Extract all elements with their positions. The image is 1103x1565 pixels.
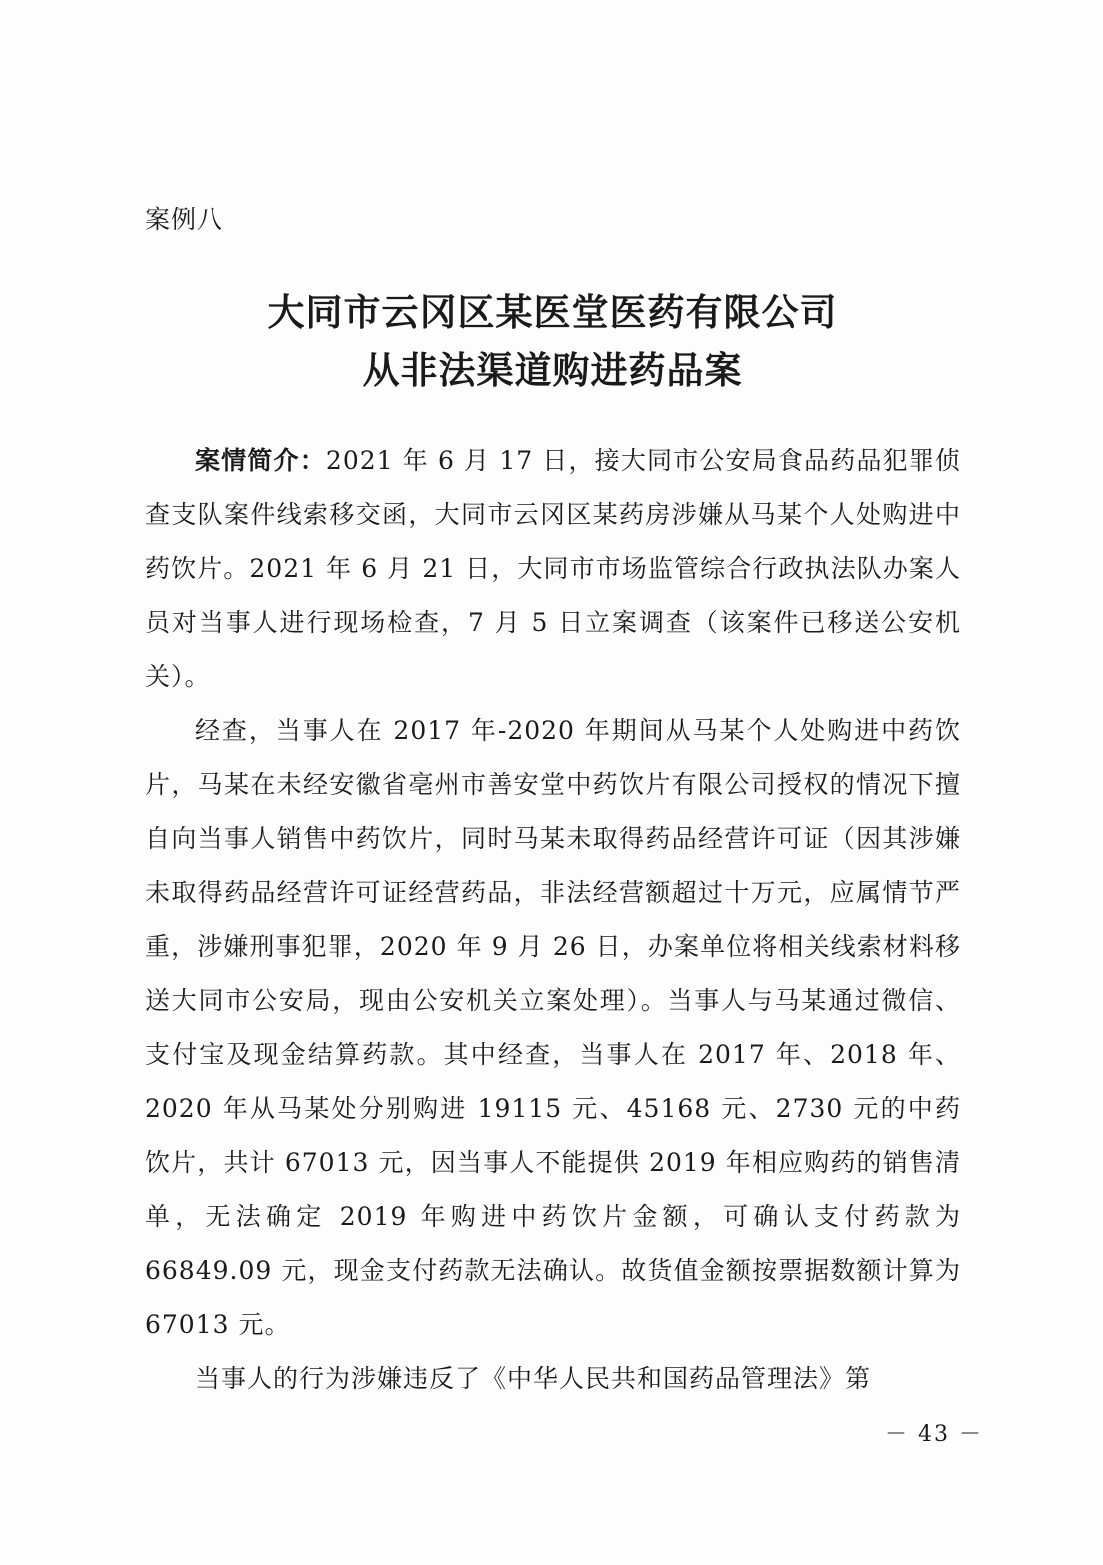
case-summary-paragraph <box>145 434 961 704</box>
case-summary-text: 2021 年 6 月 17 日，接大同市公安局食品药品犯罪侦查支队案件线索移交函，大同市云冈区某药房涉嫌从马某个人处购进中药饮片。2021 年 6 月 21 日，大同市市场监管综合行政执法队办案人员对当事人进行现场检查，7 月 5 日立案调查（该案件已移送公安机关）。 <box>145 446 961 691</box>
page-number: － 43 － <box>885 1422 983 1447</box>
case-label: 案例八 <box>145 205 224 234</box>
violation-paragraph: 当事人的行为涉嫌违反了《中华人民共和国药品管理法》第 <box>195 1364 872 1393</box>
case-title-line-1: 大同市云冈区某医堂医药有限公司 <box>267 290 838 334</box>
investigation-paragraph: 经查，当事人在 2017 年-2020 年期间从马某个人处购进中药饮片，马某在未经安徽省亳州市善安堂中药饮片有限公司授权的情况下擅自向当事人销售中药饮片，同时马某未取得药品经营许可证（因其涉嫌未取得药品经营许可证经营药品，非法经营额超过十万元，应属情节严重，涉嫌刑事犯罪，2020 年 9 月 26 日，办案单位将相关线索材料移送大同市公安局，现由公安机关立案处理）。当事人与马某通过微信、支付宝及现金结算药款。其中经查，当事人在 2017 年、2018 年、2020 年从马某处分别购进 19115 元、45168 元、2730 元的中药饮片，共计 67013 元，因当事人不能提供 2019 年相应购药的销售清单，无法确定 2019 年购进中药饮片金额，可确认支付药款为 66849.09 元，现金支付药款无法确认。故货值金额按票据数额计算为 67013 元。 <box>145 716 961 1339</box>
document-body <box>145 434 961 1406</box>
case-title-line-2: 从非法渠道购进药品案 <box>362 348 743 392</box>
case-summary-lead: 案情简介： <box>195 446 326 475</box>
